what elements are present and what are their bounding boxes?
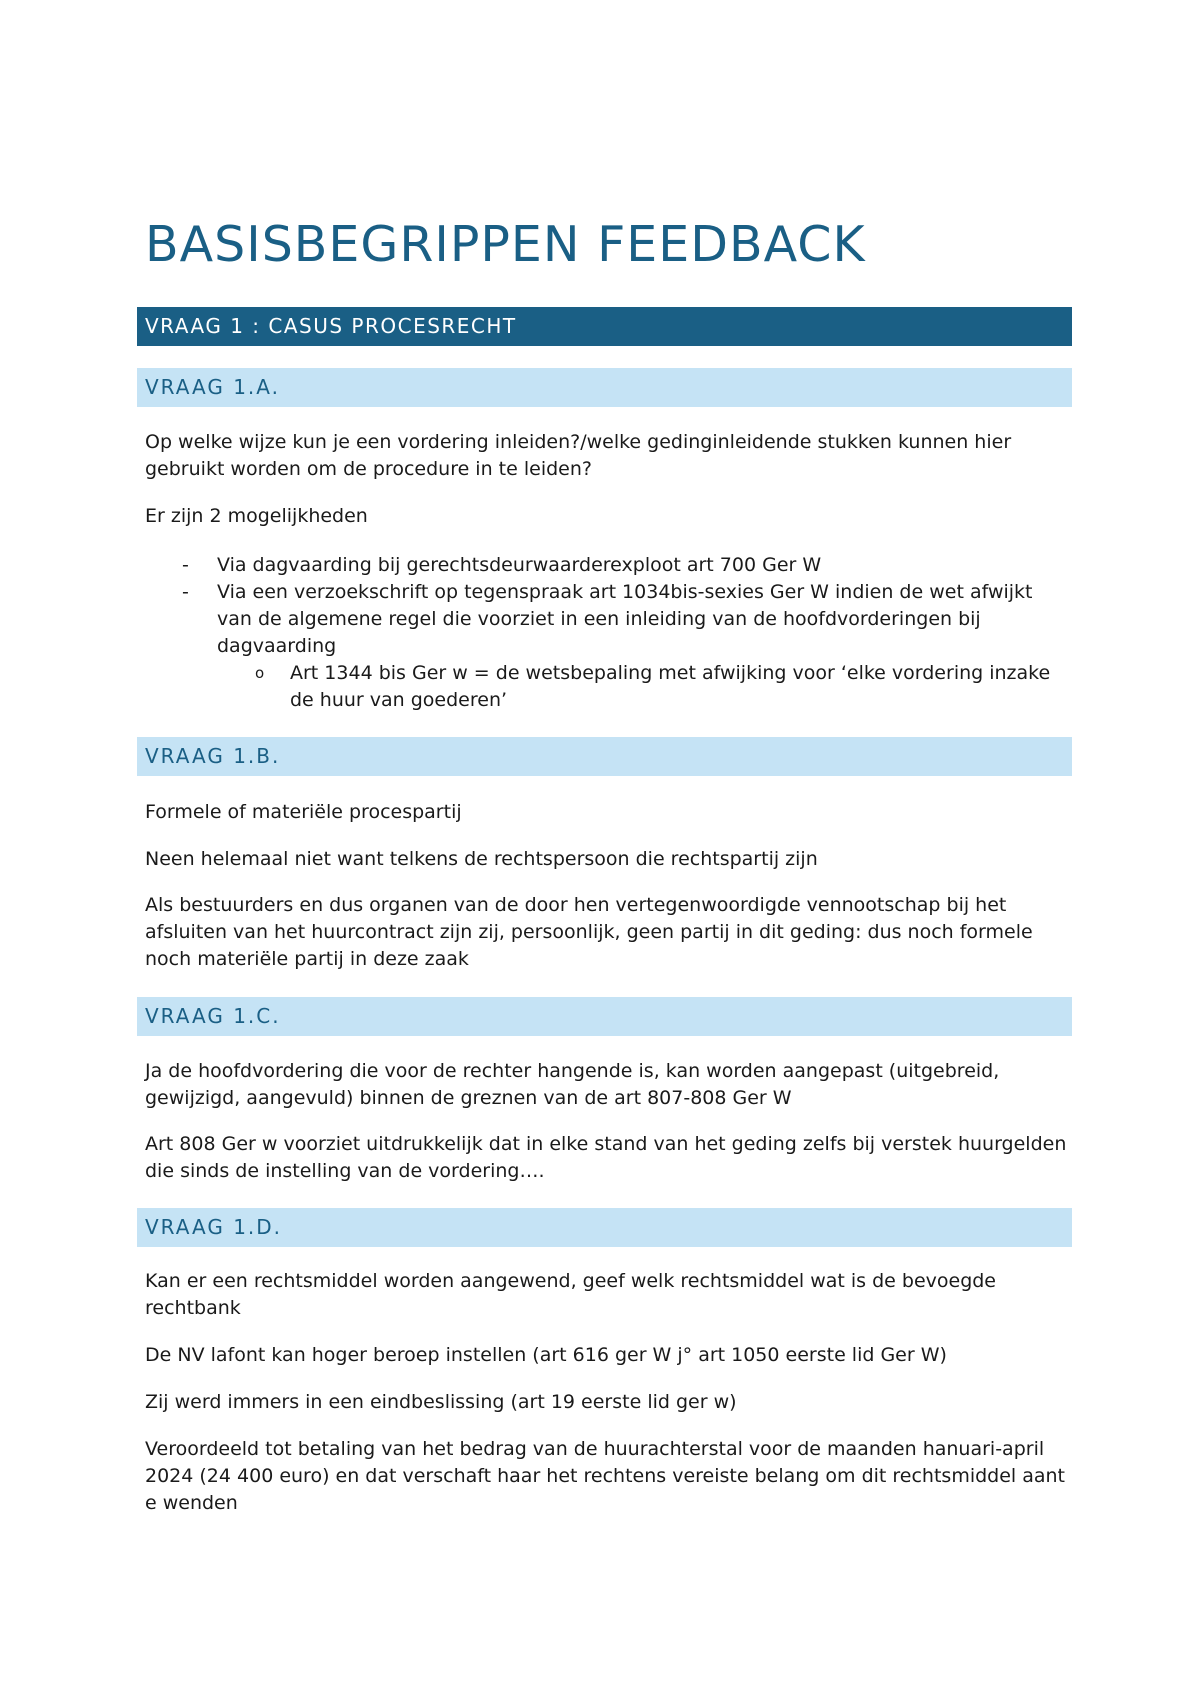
q1a-question: Op welke wijze kun je een vordering inleiden?/welke gedinginleidende stukken kunnen hier gebruikt worden om de procedure in te leiden? <box>145 431 1012 480</box>
heading-vraag-1d: VRAAG 1.D. <box>137 1208 1072 1247</box>
section-heading: VRAAG 1 : CASUS PROCESRECHT <box>137 307 1072 346</box>
bullet-marker: - <box>182 554 189 576</box>
q1d-paragraph-3: Zij werd immers in een eindbeslissing (art 19 eerste lid ger w) <box>145 1391 737 1413</box>
document-title: BASISBEGRIPPEN FEEDBACK <box>145 216 866 273</box>
q1a-bullet-1: Via dagvaarding bij gerechtsdeurwaarderexploot art 700 Ger W <box>217 554 822 576</box>
q1d-paragraph-1: Kan er een rechtsmiddel worden aangewend, geef welk rechtsmiddel wat is de bevoegde rechtbank <box>145 1270 997 1319</box>
q1c-paragraph-2: Art 808 Ger w voorziet uitdrukkelijk dat in elke stand van het geding zelfs bij verstek huurgelden die sinds de instelling van de vordering…. <box>145 1133 1067 1182</box>
sub-bullet-marker: o <box>255 664 265 682</box>
q1a-intro: Er zijn 2 mogelijkheden <box>145 505 368 527</box>
q1b-paragraph-2: Neen helemaal niet want telkens de rechtspersoon die rechtspartij zijn <box>145 848 818 870</box>
bullet-marker: - <box>182 581 189 603</box>
heading-vraag-1c: VRAAG 1.C. <box>137 997 1072 1036</box>
q1a-sub-bullet-1: Art 1344 bis Ger w = de wetsbepaling met afwijking voor ‘elke vordering inzake de huur van goederen’ <box>290 662 1051 711</box>
q1d-paragraph-2: De NV lafont kan hoger beroep instellen (art 616 ger W j° art 1050 eerste lid Ger W) <box>145 1344 947 1366</box>
heading-vraag-1a: VRAAG 1.A. <box>137 368 1072 407</box>
heading-vraag-1b: VRAAG 1.B. <box>137 737 1072 776</box>
q1b-paragraph-3: Als bestuurders en dus organen van de door hen vertegenwoordigde vennootschap bij het afsluiten van het huurcontract zijn zij, persoonlijk, geen partij in dit geding: dus noch formele noch materiële partij in deze zaak <box>145 894 1033 970</box>
q1b-paragraph-1: Formele of materiële procespartij <box>145 801 462 823</box>
q1c-paragraph-1: Ja de hoofdvordering die voor de rechter hangende is, kan worden aangepast (uitgebreid, gewijzigd, aangevuld) binnen de greznen van de art 807-808 Ger W <box>145 1060 1000 1109</box>
q1a-bullet-2: Via een verzoekschrift op tegenspraak art 1034bis-sexies Ger W indien de wet afwijkt van de algemene regel die voorziet in een inleiding van de hoofdvorderingen bij dagvaarding <box>217 581 1033 657</box>
q1d-paragraph-4: Veroordeeld tot betaling van het bedrag van de huurachterstal voor de maanden hanuari-april 2024 (24 400 euro) en dat verschaft haar het rechtens vereiste belang om dit rechtsmiddel aant e wenden <box>145 1438 1066 1514</box>
